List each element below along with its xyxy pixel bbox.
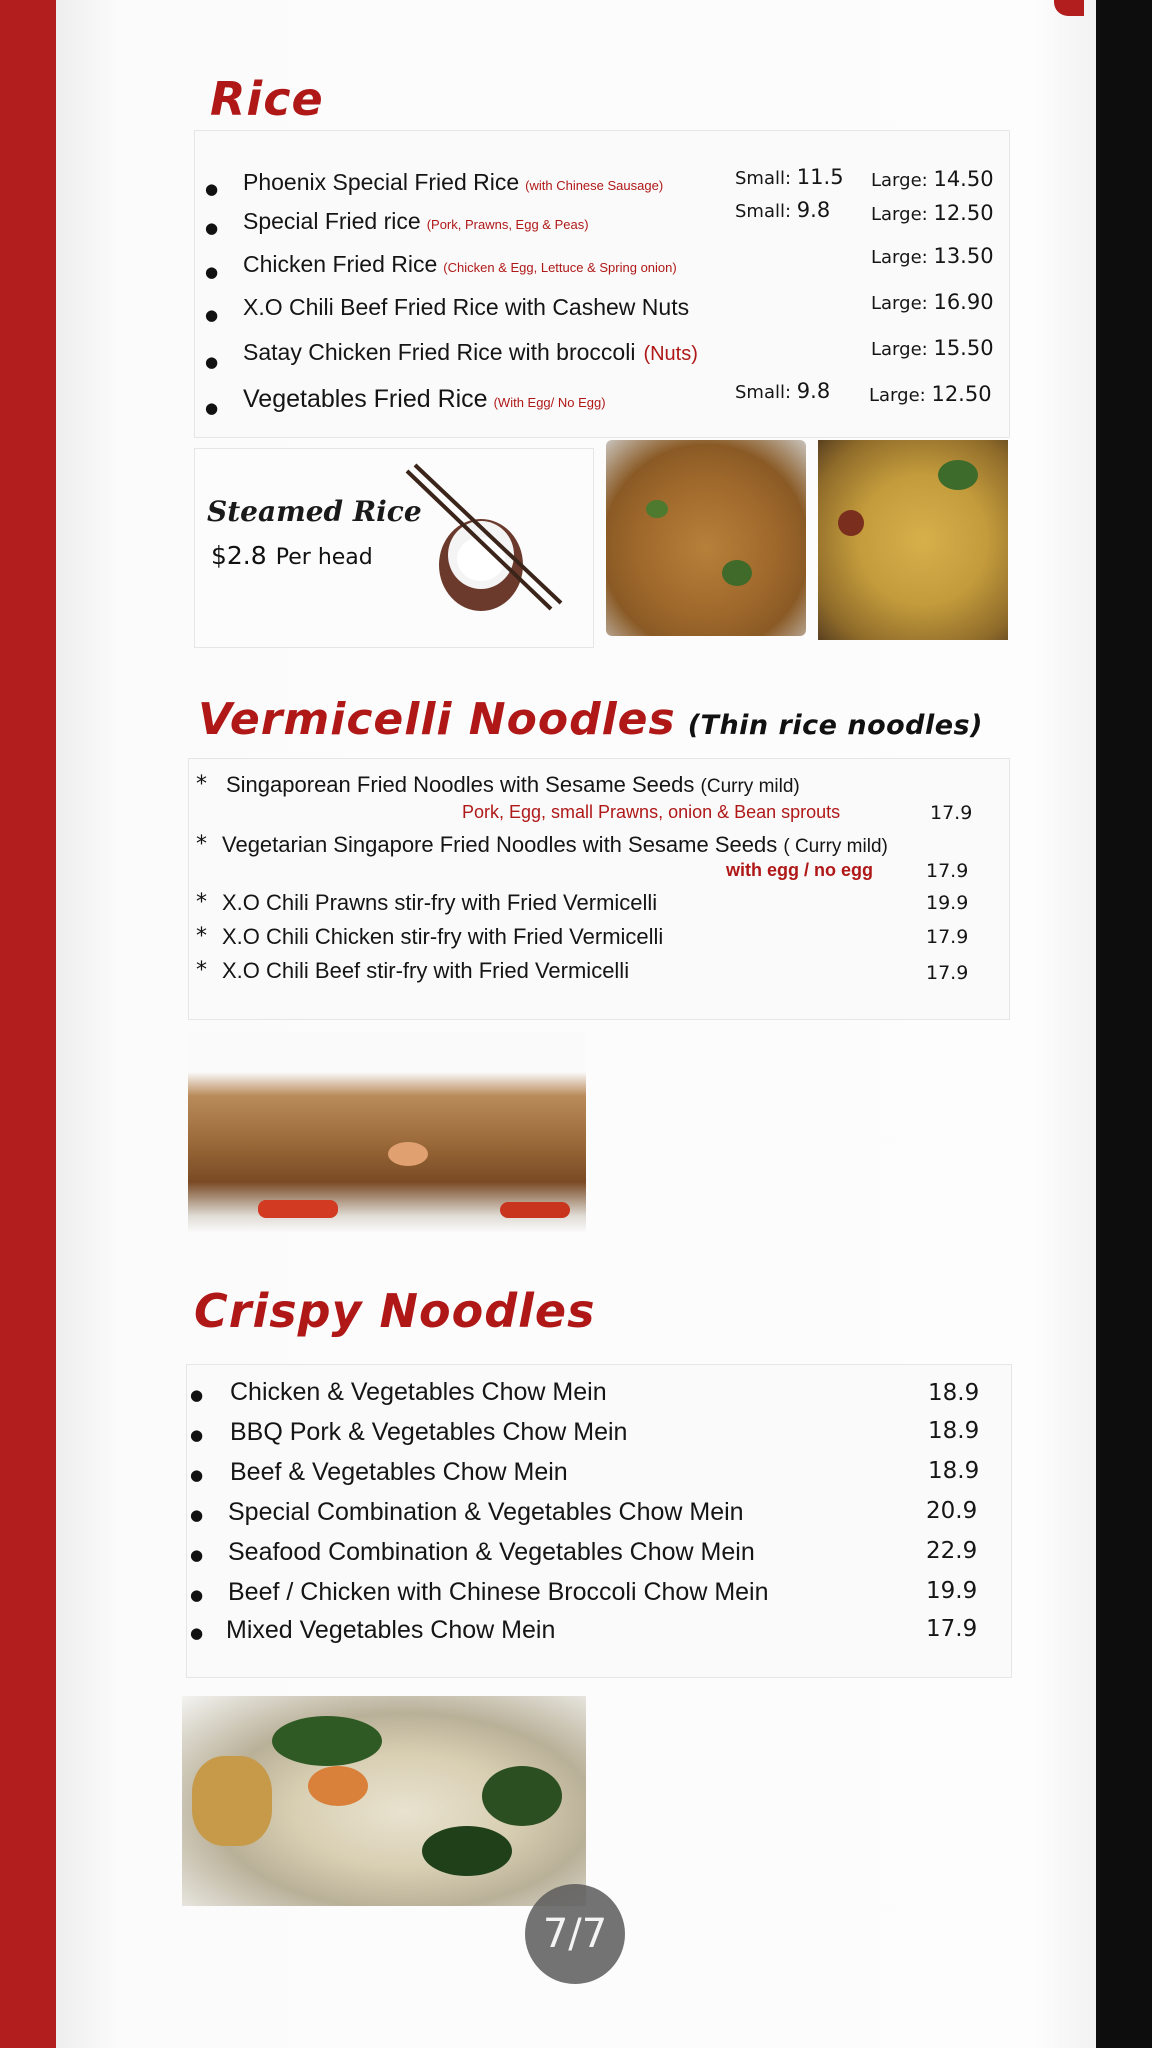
rice-item-small: Small: 9.8: [735, 379, 831, 403]
bullet: ●: [205, 306, 219, 324]
vermicelli-item-price: 19.9: [926, 892, 969, 914]
crispy-item-name: Beef & Vegetables Chow Mein: [230, 1458, 568, 1486]
rice-item-small: Small: 9.8: [735, 198, 831, 222]
chow-mein-photo: [182, 1696, 586, 1906]
crispy-item-price: 18.9: [928, 1458, 980, 1484]
vermicelli-item-name: Vegetarian Singapore Fried Noodles with Sesame Seeds ( Curry mild): [222, 832, 888, 857]
rice-bowl-chopsticks-icon: [401, 463, 571, 623]
bullet: ●: [190, 1586, 204, 1604]
vermicelli-item-price: 17.9: [926, 860, 969, 882]
steamed-rice-price: $2.8 Per head: [211, 541, 373, 570]
vermicelli-item-detail: Pork, Egg, small Prawns, onion & Bean sprouts: [462, 802, 841, 822]
bullet: ●: [205, 263, 219, 281]
crispy-item-name: Beef / Chicken with Chinese Broccoli Chow Mein: [228, 1578, 769, 1606]
crispy-item-name: Chicken & Vegetables Chow Mein: [230, 1378, 607, 1406]
steamed-rice-title: Steamed Rice: [207, 495, 422, 528]
page-indicator: 7/7: [525, 1884, 625, 1984]
crispy-item-price: 20.9: [926, 1498, 978, 1524]
rice-item-name: Satay Chicken Fried Rice with broccoli (Nuts): [243, 339, 698, 365]
bullet: *: [196, 958, 207, 983]
crispy-item-price: 18.9: [928, 1380, 980, 1406]
vermicelli-item-price: 17.9: [926, 962, 969, 984]
rice-list-box: [194, 130, 1010, 438]
crispy-item-name: Seafood Combination & Vegetables Chow Mein: [228, 1538, 755, 1566]
crispy-item-name: Mixed Vegetables Chow Mein: [226, 1616, 556, 1644]
bullet: ●: [205, 180, 219, 198]
vermicelli-heading: Vermicelli Noodles (Thin rice noodles): [198, 694, 983, 745]
vermicelli-item-price: 17.9: [926, 926, 969, 948]
bullet: ●: [190, 1506, 204, 1524]
rice-item-name: Vegetables Fried Rice (With Egg/ No Egg): [243, 385, 606, 413]
rice-item-name: Special Fried rice (Pork, Prawns, Egg & Peas): [243, 208, 589, 234]
vermicelli-item-detail: with egg / no egg: [726, 860, 873, 880]
page-corner: [1054, 0, 1084, 16]
yangzhou-fried-rice-photo: [818, 440, 1008, 640]
bullet: ●: [190, 1466, 204, 1484]
rice-item-small: Small: 11.5: [735, 165, 844, 189]
rice-heading: Rice: [210, 72, 324, 126]
crispy-item-name: BBQ Pork & Vegetables Chow Mein: [230, 1418, 628, 1446]
rice-item-large: Large: 14.50: [871, 167, 994, 191]
fried-rice-photo: [606, 440, 806, 636]
vermicelli-item-name: Singaporean Fried Noodles with Sesame Seeds (Curry mild): [226, 772, 800, 797]
bullet: ●: [205, 353, 219, 371]
rice-item-name: X.O Chili Beef Fried Rice with Cashew Nuts: [243, 294, 690, 320]
rice-item-name: Chicken Fried Rice (Chicken & Egg, Lettuce & Spring onion): [243, 251, 677, 277]
singapore-noodles-photo: [188, 1032, 586, 1232]
crispy-heading: Crispy Noodles: [194, 1284, 596, 1338]
rice-item-large: Large: 16.90: [871, 290, 994, 314]
rice-item-large: Large: 13.50: [871, 244, 994, 268]
bullet: *: [196, 924, 207, 949]
vermicelli-item-name: X.O Chili Chicken stir-fry with Fried Vermicelli: [222, 924, 664, 949]
bullet: ●: [205, 219, 219, 237]
crispy-item-price: 19.9: [926, 1578, 978, 1604]
crispy-item-price: 18.9: [928, 1418, 980, 1444]
rice-item-name: Phoenix Special Fried Rice (with Chinese Sausage): [243, 169, 664, 195]
rice-item-large: Large: 15.50: [871, 336, 994, 360]
bullet: *: [196, 772, 207, 797]
vermicelli-item-price: 17.9: [930, 802, 973, 824]
bullet: ●: [190, 1426, 204, 1444]
bullet: ●: [190, 1386, 204, 1404]
bullet: *: [196, 890, 207, 915]
bullet: ●: [205, 399, 219, 417]
vermicelli-item-name: X.O Chili Beef stir-fry with Fried Vermicelli: [222, 958, 630, 983]
steamed-rice-card: [194, 448, 594, 648]
vermicelli-subtitle: (Thin rice noodles): [687, 710, 983, 741]
bullet: ●: [190, 1624, 204, 1642]
rice-item-large: Large: 12.50: [871, 201, 994, 225]
crispy-item-name: Special Combination & Vegetables Chow Mein: [228, 1498, 744, 1526]
vermicelli-item-name: X.O Chili Prawns stir-fry with Fried Vermicelli: [222, 890, 658, 915]
rice-item-large: Large: 12.50: [869, 382, 992, 406]
bullet: *: [196, 832, 207, 857]
bullet: ●: [190, 1546, 204, 1564]
crispy-item-price: 17.9: [926, 1616, 978, 1642]
crispy-item-price: 22.9: [926, 1538, 978, 1564]
